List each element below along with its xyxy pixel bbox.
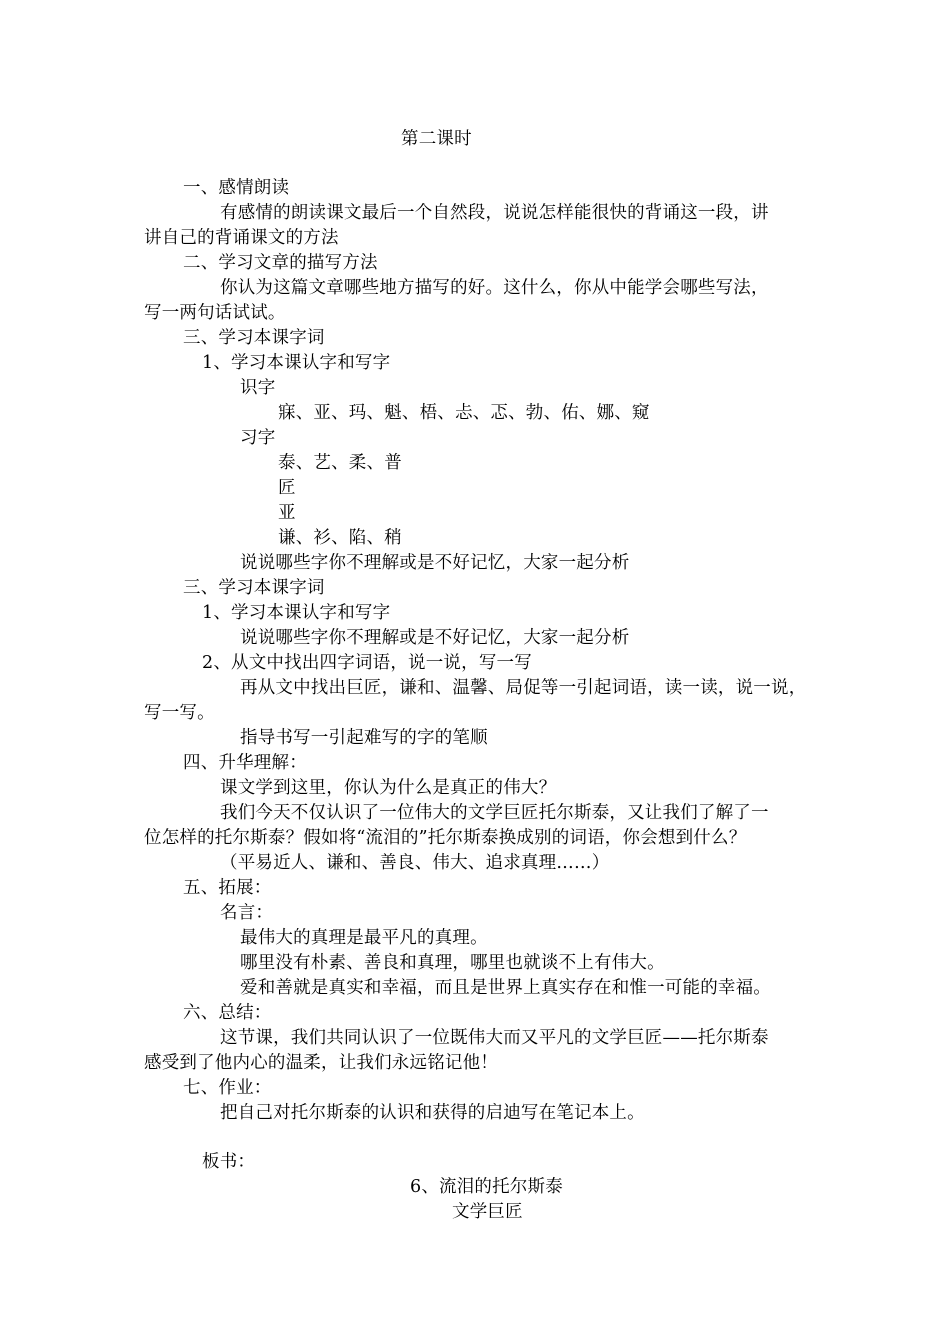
section-heading: 一、感情朗读: [183, 178, 290, 198]
character-list: 亚: [278, 503, 296, 523]
subsection-heading: 2、从文中找出四字词语，说一说，写一写: [202, 653, 532, 673]
paragraph-line: 感受到了他内心的温柔，让我们永远铭记他！: [144, 1053, 498, 1073]
section-heading: 三、学习本课字词: [183, 328, 325, 348]
subsection-heading: 1、学习本课认字和写字: [202, 353, 391, 373]
paragraph-line: 讲自己的背诵课文的方法: [144, 228, 339, 248]
paragraph-line: 有感情的朗读课文最后一个自然段，说说怎样能很快的背诵这一段，讲: [220, 203, 769, 223]
character-list: 谦、衫、陷、稍: [278, 528, 402, 548]
list-label: 习字: [240, 428, 276, 448]
list-label: 名言：: [220, 903, 274, 923]
section-heading: 七、作业：: [183, 1078, 272, 1098]
paragraph-line: 位怎样的托尔斯泰？假如将“流泪的”托尔斯泰换成别的词语，你会想到什么？: [144, 828, 747, 848]
page-title: 第二课时: [401, 129, 472, 149]
paragraph-line: 写一两句话试试。: [144, 303, 286, 323]
paragraph-line: 说说哪些字你不理解或是不好记忆，大家一起分析: [240, 628, 630, 648]
paragraph-line: 写一写。: [144, 703, 215, 723]
paragraph-line: （平易近人、谦和、善良、伟大、追求真理……）: [220, 853, 610, 873]
quote-line: 爱和善就是真实和幸福，而且是世界上真实存在和惟一可能的幸福。: [240, 978, 771, 998]
character-list: 泰、艺、柔、普: [278, 453, 402, 473]
list-label: 识字: [240, 378, 276, 398]
section-heading: 六、总结：: [183, 1003, 272, 1023]
subsection-heading: 1、学习本课认字和写字: [202, 603, 391, 623]
quote-line: 哪里没有朴素、善良和真理，哪里也就谈不上有伟大。: [240, 953, 665, 973]
paragraph-line: 你认为这篇文章哪些地方描写的好。这什么，你从中能学会哪些写法，: [220, 278, 769, 298]
paragraph-line: 这节课，我们共同认识了一位既伟大而又平凡的文学巨匠——托尔斯泰: [220, 1028, 769, 1048]
character-list: 匠: [278, 478, 296, 498]
paragraph-line: 说说哪些字你不理解或是不好记忆，大家一起分析: [240, 553, 630, 573]
paragraph-line: 把自己对托尔斯泰的认识和获得的启迪写在笔记本上。: [220, 1103, 645, 1123]
paragraph-line: 再从文中找出巨匠，谦和、温馨、局促等一引起词语，读一读，说一说，: [240, 678, 807, 698]
blackboard-label: 板书：: [202, 1152, 256, 1172]
paragraph-line: 课文学到这里，你认为什么是真正的伟大？: [220, 778, 557, 798]
section-heading: 四、升华理解：: [183, 753, 307, 773]
section-heading: 五、拓展：: [183, 878, 272, 898]
section-heading: 三、学习本课字词: [183, 578, 325, 598]
character-list: 寐、亚、玛、魁、梧、忐、忑、勃、佑、娜、窥: [278, 403, 650, 423]
paragraph-line: 我们今天不仅认识了一位伟大的文学巨匠托尔斯泰，又让我们了解了一: [220, 803, 769, 823]
blackboard-item: 文学巨匠: [452, 1202, 523, 1222]
section-heading: 二、学习文章的描写方法: [183, 253, 378, 273]
paragraph-line: 指导书写一引起难写的字的笔顺: [240, 728, 488, 748]
quote-line: 最伟大的真理是最平凡的真理。: [240, 928, 488, 948]
blackboard-title: 6、流泪的托尔斯泰: [410, 1177, 563, 1197]
